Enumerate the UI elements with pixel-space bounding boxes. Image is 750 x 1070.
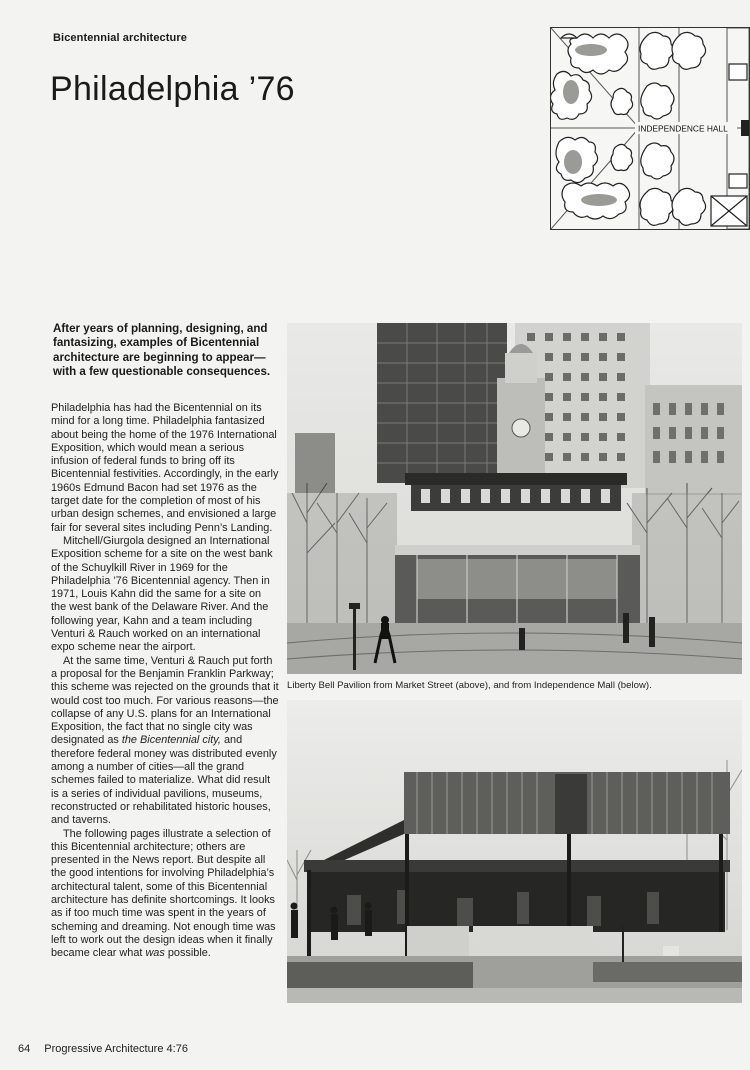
page-number: 64 [18,1043,31,1055]
article-deck: After years of planning, designing, and fantasizing, examples of Bicentennial architecture are beginning to appear—with a few questionable consequences. [53,322,271,379]
section-label: Bicentennial architecture [53,32,187,44]
photo-caption: Liberty Bell Pavilion from Market Street (above), and from Independence Mall (below). [287,680,652,691]
photo-pavilion-market-street [287,323,742,674]
site-plan-label: INDEPENDENCE HALL [638,123,728,134]
body-paragraph: The following pages illustrate a selection of this Bicentennial architecture; others are presented in the News report. But despite all the good intentions for involving Philadelphia’s architectural talent, some of this Bicentennial architecture has definite shortcomings. It looks as if too much time was spent in the years of scheming and dreaming. Not enough time was left to work out the design ideas when it finally became clear what was possible. [51,827,276,960]
site-plan-drawing [550,27,750,230]
body-paragraph: At the same time, Venturi & Rauch put forth a proposal for the Benjamin Franklin Parkway; this scheme was rejected on the grounds that it would cost too much. For various reasons—the collapse of any U.S. plans for an International Exposition, the fact that no single city was designated as the Bicentennial city, and therefore federal money was distributed evenly among a number of cities—all the grand schemes failed to materialize. What did result is a series of individual pavilions, museums, reconstructed or rehabilitated historic houses, and taverns. [51,654,279,827]
article-body [51,402,279,960]
publication-name: Progressive Architecture 4:76 [44,1043,188,1055]
emphasis-text: the Bicentennial city, [121,734,221,747]
page-title: Philadelphia ’76 [50,70,295,108]
body-paragraph: Philadelphia has had the Bicentennial on its mind for a long time. Philadelphia fantasized about being the home of the 1976 International Exposition, which would mean a serious infusion of federal funds to bring off its Bicentennial festivities. Accordingly, in the early 1960s Edmund Bacon had set 1976 as the target date for the completion of most of his urban design schemes, and envisioned a large fair for several sites including Penn’s Landing. [51,402,279,534]
page-footer [18,1043,188,1055]
body-paragraph: Mitchell/Giurgola designed an International Exposition scheme for a site on the west bank of the Schuylkill River in 1969 for the Philadelphia ’76 Bicentennial agency. Then in 1971, Louis Kahn did the same for a site on the west bank of the Delaware River. And the following year, Kahn and a team including Venturi & Rauch worked on an international expo scheme near the airport. [51,534,273,654]
emphasis-text: was [145,947,165,960]
photo-pavilion-independence-mall [287,700,742,1003]
